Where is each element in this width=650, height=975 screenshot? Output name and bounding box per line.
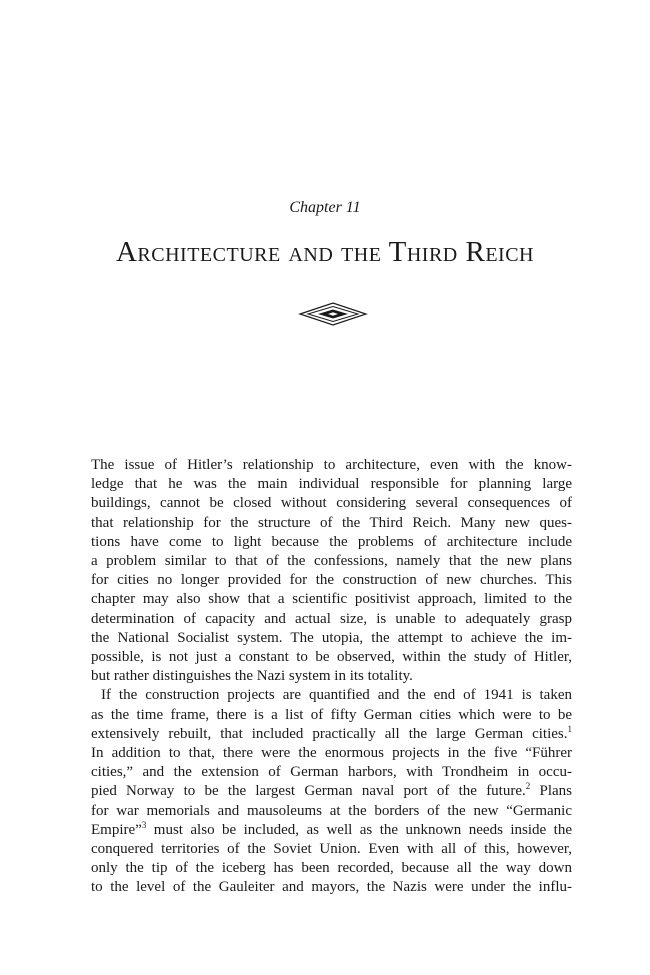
body-line: only the tip of the iceberg has been recorded, because all the way down — [91, 860, 572, 877]
footnote-marker[interactable]: 1 — [567, 723, 572, 734]
body-line — [91, 782, 572, 801]
body-line: In addition to that, there were the enormous projects in the five “Führer — [91, 745, 572, 762]
body-line: tions have come to light because the problems of architecture include — [91, 533, 572, 550]
body-line: conquered territories of the Soviet Union. Even with all of this, however, — [91, 841, 572, 858]
body-line: determination of capacity and actual size, is unable to adequately grasp — [91, 610, 572, 627]
body-line: possible, is not just a constant to be observed, within the study of Hitler, — [91, 649, 572, 666]
body-line-text: Empire” — [91, 821, 142, 838]
body-line — [91, 821, 572, 840]
body-line — [91, 725, 572, 744]
body-line: If the construction projects are quantified and the end of 1941 is taken — [101, 687, 572, 704]
body-line-text: Plans — [530, 783, 572, 800]
body-line: for cities no longer provided for the construction of new churches. This — [91, 572, 572, 589]
body-line: chapter may also show that a scientific positivist approach, limited to the — [91, 591, 572, 608]
body-text — [91, 456, 572, 898]
body-line-text: pied Norway to be the largest German naval port of the future. — [91, 783, 526, 800]
footnote-marker[interactable]: 3 — [141, 819, 147, 830]
body-line: The issue of Hitler’s relationship to architecture, even with the know- — [91, 457, 572, 473]
body-line: the National Socialist system. The utopia, the attempt to achieve the im- — [91, 629, 572, 646]
body-line: a problem similar to that of the confessions, namely that the new plans — [91, 553, 572, 570]
body-line: cities,” and the extension of German harbors, with Trondheim in occu- — [91, 764, 572, 781]
body-line: for war memorials and mausoleums at the borders of the new “Germanic — [91, 802, 572, 819]
body-line: to the level of the Gauleiter and mayors, the Nazis were under the influ- — [91, 879, 572, 896]
body-line-text: extensively rebuilt, that included practically all the large German cities. — [91, 725, 568, 742]
chapter-title: Architecture and the Third Reich — [115, 236, 534, 268]
footnote-marker[interactable]: 2 — [525, 781, 531, 792]
body-line: buildings, cannot be closed without considering several consequences of — [91, 495, 572, 512]
body-line: but rather distinguishes the Nazi system in its totality. — [91, 668, 413, 685]
body-line-text: must also be included, as well as the unknown needs inside the — [146, 821, 572, 838]
body-line: that relationship for the structure of the Third Reich. Many new ques- — [91, 514, 572, 531]
body-line: ledge that he was the main individual responsible for planning large — [91, 476, 572, 493]
diamond-ornament-icon — [298, 302, 368, 326]
chapter-label: Chapter 11 — [289, 199, 361, 216]
body-line: as the time frame, there is a list of fifty German cities which were to be — [91, 706, 572, 723]
